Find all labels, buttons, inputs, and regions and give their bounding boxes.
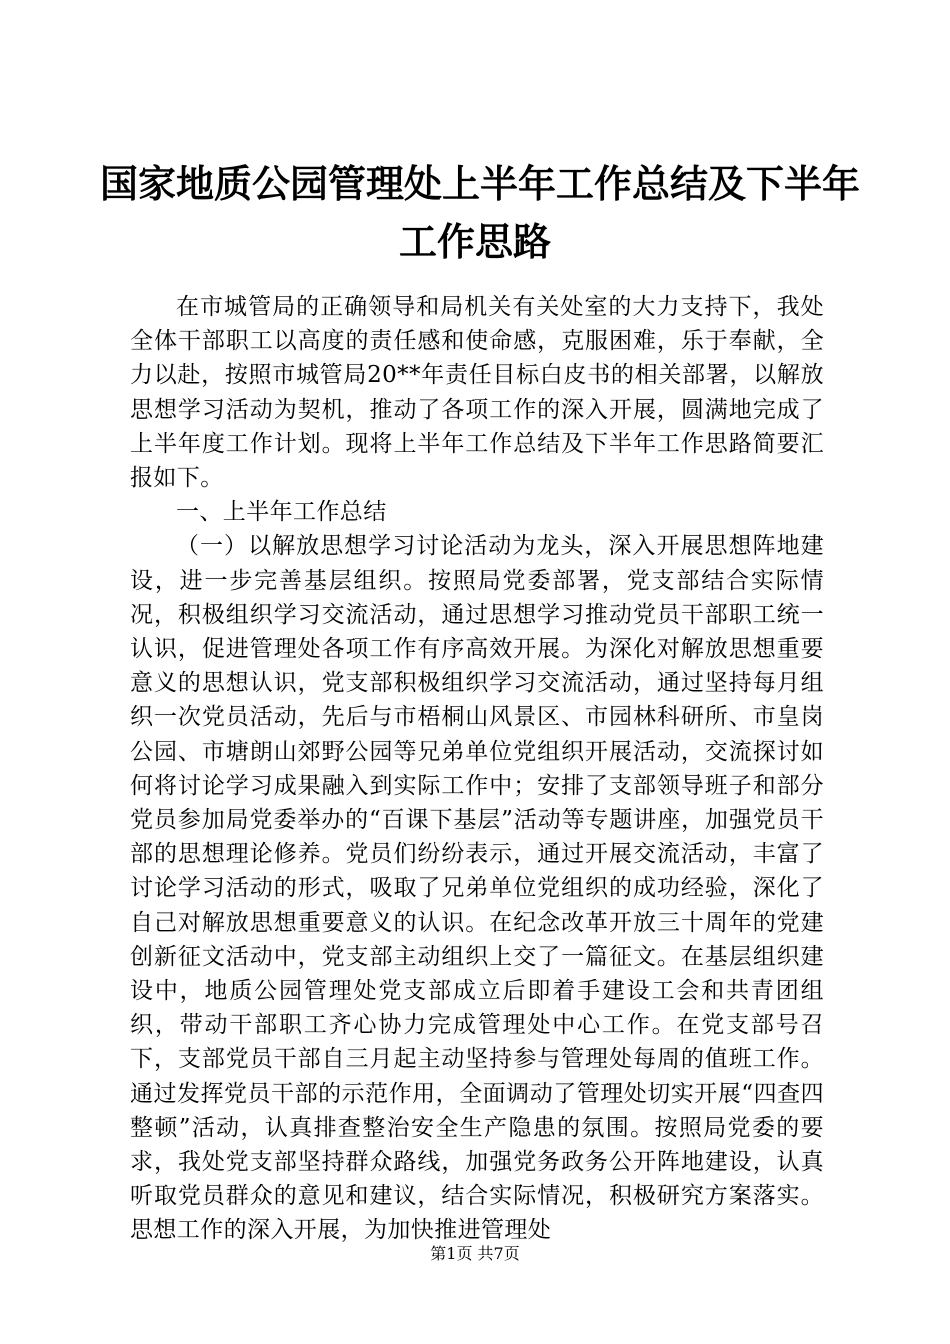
section-heading: 一、上半年工作总结 <box>176 499 387 526</box>
document-title-line-2: 工作思路 <box>398 219 551 264</box>
document-body <box>130 290 824 1248</box>
body-paragraph: （一）以解放思想学习讨论活动为龙头，深入开展思想阵地建设，进一步完善基层组织。按照局党委部署，党支部结合实际情况，积极组织学习交流活动，通过思想学习推动党员干部职工统一认识，促进管理处各项工作有序高效开展。为深化对解放思想重要意义的思想认识，党支部积极组织学习交流活动，通过坚持每月组织一次党员活动，先后与市梧桐山风景区、市园林科研所、市皇岗公园、市塘朗山郊野公园等兄弟单位党组织开展活动，交流探讨如何将讨论学习成果融入到实际工作中；安排了支部领导班子和部分党员参加局党委举办的“百课下基层”活动等专题讲座，加强党员干部的思想理论修养。党员们纷纷表示，通过开展交流活动，丰富了讨论学习活动的形式，吸取了兄弟单位党组织的成功经验，深化了自己对解放思想重要意义的认识。在纪念改革开放三十周年的党建创新征文活动中，党支部主动组织上交了一篇征文。在基层组织建设中，地质公园管理处党支部成立后即着手建设工会和共青团组织，带动干部职工齐心协力完成管理处中心工作。在党支部号召下，支部党员干部自三月起主动坚持参与管理处每周的值班工作。通过发挥党员干部的示范作用，全面调动了管理处切实开展“四查四整顿”活动，认真排查整治安全生产隐患的氛围。按照局党委的要求，我处党支部坚持群众路线，加强党务政务公开阵地建设，认真听取党员群众的意见和建议，结合实际情况，积极研究方案落实。思想工作的深入开展，为加快推进管理处 <box>130 533 824 1244</box>
page-number-footer: 第1页 共7页 <box>430 1244 520 1263</box>
document-title-line-1: 国家地质公园管理处上半年工作总结及下半年 <box>100 161 861 206</box>
intro-paragraph: 在市城管局的正确领导和局机关有关处室的大力支持下，我处全体干部职工以高度的责任感和使命感，克服困难，乐于奉献，全力以赴，按照市城管局20**年责任目标白皮书的相关部署，以解放思想学习活动为契机，推动了各项工作的深入开展，圆满地完成了上半年度工作计划。现将上半年工作总结及下半年工作思路简要汇报如下。 <box>130 294 824 492</box>
